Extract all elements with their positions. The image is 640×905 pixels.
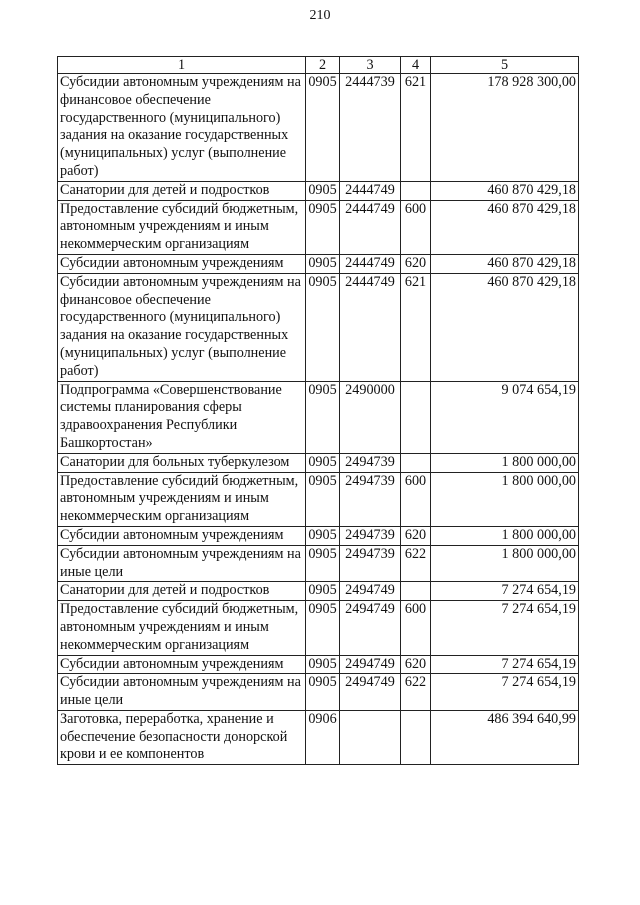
row-amount: 7 274 654,19 — [431, 674, 579, 711]
table-row — [58, 472, 579, 526]
row-section: 0905 — [306, 74, 340, 182]
row-code: 2444749 — [340, 254, 401, 273]
row-amount: 7 274 654,19 — [431, 601, 579, 655]
row-section: 0905 — [306, 273, 340, 381]
table-row — [58, 674, 579, 711]
row-section: 0905 — [306, 601, 340, 655]
row-type: 620 — [401, 254, 431, 273]
row-code — [340, 710, 401, 764]
row-code: 2494749 — [340, 655, 401, 674]
row-code: 2494739 — [340, 545, 401, 582]
row-type — [401, 710, 431, 764]
row-code: 2494739 — [340, 453, 401, 472]
row-name: Субсидии автономным учреждениям на финансовое обеспечение государственного (муниципального) задания на оказание государственных (муниципальных) услуг (выполнение работ) — [58, 74, 306, 182]
row-section: 0905 — [306, 200, 340, 254]
row-type: 600 — [401, 200, 431, 254]
row-amount: 9 074 654,19 — [431, 381, 579, 453]
row-section: 0905 — [306, 582, 340, 601]
row-amount: 1 800 000,00 — [431, 472, 579, 526]
row-type: 621 — [401, 273, 431, 381]
table-row — [58, 710, 579, 764]
row-name: Субсидии автономным учреждениям на иные цели — [58, 545, 306, 582]
row-code: 2494749 — [340, 674, 401, 711]
table-row — [58, 601, 579, 655]
row-name: Субсидии автономным учреждениям на иные цели — [58, 674, 306, 711]
table-row — [58, 254, 579, 273]
header-col-4: 4 — [401, 57, 431, 74]
row-code: 2444749 — [340, 181, 401, 200]
table-row — [58, 181, 579, 200]
row-type — [401, 381, 431, 453]
header-col-1: 1 — [58, 57, 306, 74]
header-col-2: 2 — [306, 57, 340, 74]
row-type — [401, 453, 431, 472]
row-name: Субсидии автономным учреждениям — [58, 655, 306, 674]
header-row — [58, 57, 579, 74]
row-type: 622 — [401, 545, 431, 582]
budget-table — [57, 56, 579, 765]
table-row — [58, 526, 579, 545]
row-code: 2444739 — [340, 74, 401, 182]
row-amount: 460 870 429,18 — [431, 254, 579, 273]
row-type — [401, 582, 431, 601]
row-code: 2444749 — [340, 200, 401, 254]
table-row — [58, 381, 579, 453]
row-type: 620 — [401, 655, 431, 674]
table-row — [58, 453, 579, 472]
row-section: 0905 — [306, 655, 340, 674]
row-name: Субсидии автономным учреждениям — [58, 254, 306, 273]
row-type — [401, 181, 431, 200]
row-type: 600 — [401, 472, 431, 526]
row-amount: 460 870 429,18 — [431, 200, 579, 254]
table-row — [58, 545, 579, 582]
row-name: Субсидии автономным учреждениям — [58, 526, 306, 545]
row-type: 621 — [401, 74, 431, 182]
table-row — [58, 273, 579, 381]
row-code: 2444749 — [340, 273, 401, 381]
row-name: Субсидии автономным учреждениям на финансовое обеспечение государственного (муниципального) задания на оказание государственных (муниципальных) услуг (выполнение работ) — [58, 273, 306, 381]
row-section: 0905 — [306, 526, 340, 545]
row-type: 600 — [401, 601, 431, 655]
table-row — [58, 74, 579, 182]
table-row — [58, 655, 579, 674]
row-name: Предоставление субсидий бюджетным, автономным учреждениям и иным некоммерческим организациям — [58, 601, 306, 655]
row-amount: 486 394 640,99 — [431, 710, 579, 764]
table-body — [58, 74, 579, 765]
row-name: Предоставление субсидий бюджетным, автономным учреждениям и иным некоммерческим организациям — [58, 472, 306, 526]
row-section: 0905 — [306, 674, 340, 711]
row-amount: 460 870 429,18 — [431, 181, 579, 200]
row-amount: 7 274 654,19 — [431, 655, 579, 674]
row-amount: 1 800 000,00 — [431, 453, 579, 472]
row-section: 0906 — [306, 710, 340, 764]
row-code: 2494749 — [340, 582, 401, 601]
table-row — [58, 200, 579, 254]
row-name: Санатории для больных туберкулезом — [58, 453, 306, 472]
row-name: Заготовка, переработка, хранение и обеспечение безопасности донорской крови и ее компонентов — [58, 710, 306, 764]
page-number: 210 — [309, 8, 331, 23]
row-section: 0905 — [306, 472, 340, 526]
header-col-3: 3 — [340, 57, 401, 74]
row-amount: 7 274 654,19 — [431, 582, 579, 601]
header-col-5: 5 — [431, 57, 579, 74]
row-section: 0905 — [306, 254, 340, 273]
row-code: 2494739 — [340, 526, 401, 545]
row-type: 620 — [401, 526, 431, 545]
row-section: 0905 — [306, 381, 340, 453]
row-amount: 1 800 000,00 — [431, 545, 579, 582]
row-name: Предоставление субсидий бюджетным, автономным учреждениям и иным некоммерческим организациям — [58, 200, 306, 254]
row-code: 2494739 — [340, 472, 401, 526]
row-amount: 460 870 429,18 — [431, 273, 579, 381]
row-name: Санатории для детей и подростков — [58, 582, 306, 601]
row-section: 0905 — [306, 453, 340, 472]
row-name: Санатории для детей и подростков — [58, 181, 306, 200]
row-name: Подпрограмма «Совершенствование системы планирования сферы здравоохранения Республики Башкортостан» — [58, 381, 306, 453]
row-amount: 1 800 000,00 — [431, 526, 579, 545]
row-section: 0905 — [306, 545, 340, 582]
row-code: 2494749 — [340, 601, 401, 655]
row-type: 622 — [401, 674, 431, 711]
row-amount: 178 928 300,00 — [431, 74, 579, 182]
table-row — [58, 582, 579, 601]
row-section: 0905 — [306, 181, 340, 200]
row-code: 2490000 — [340, 381, 401, 453]
